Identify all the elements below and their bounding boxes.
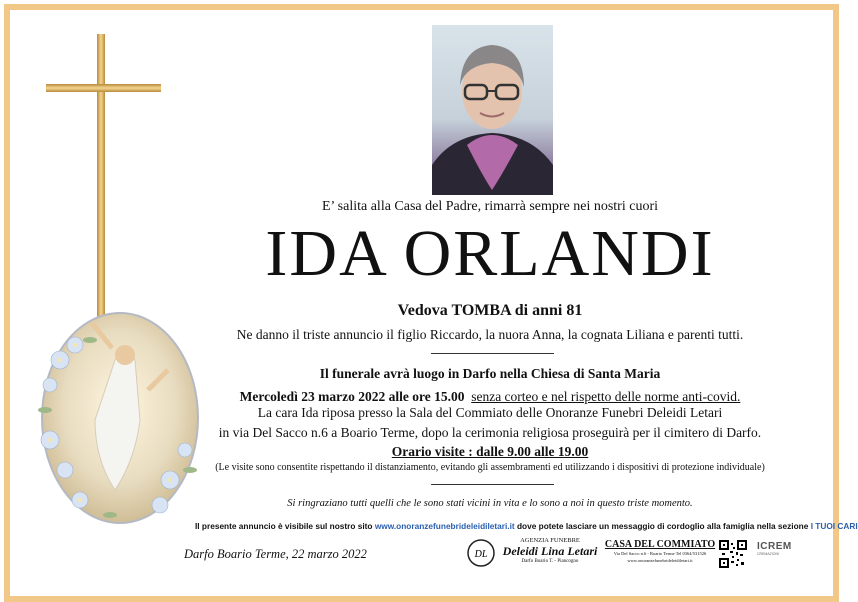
casa-title: CASA DEL COMMIATO xyxy=(604,539,716,550)
announcement-text: Ne danno il triste annuncio il figlio Riccardo, la nuora Anna, la cognata Liliana e parenti tutti. xyxy=(236,327,744,342)
funeral-date-bold: Mercoledì 23 marzo 2022 alle ore 15.00 xyxy=(239,389,465,404)
qr-code-icon[interactable] xyxy=(719,540,747,568)
website-notice-mid: dove potete lasciare un messaggio di cordoglio alla famiglia nella sezione xyxy=(516,521,809,531)
cross-icon xyxy=(97,34,105,334)
casa-address: Via Del Sacco n.6 - Boario Terme Tel 0364/531526 xyxy=(613,551,707,556)
address-text: in via Del Sacco n.6 a Boario Terme, dopo la cerimonia religiosa proseguirà per il cimitero di Darfo. xyxy=(218,425,762,440)
agency-logo xyxy=(498,537,602,564)
website-link[interactable]: www.onoranzefunebrideleidiletari.it xyxy=(374,521,515,531)
funeral-date-text xyxy=(170,389,810,405)
cross-icon-bar xyxy=(46,84,161,92)
agency-top: AGENZIA FUNEBRE xyxy=(520,537,580,544)
place-date: Darfo Boario Terme, 22 marzo 2022 xyxy=(184,547,367,561)
monogram-text: DL xyxy=(474,549,488,560)
intro-text: E’ salita alla Casa del Padre, rimarrà sempre nei nostri cuori xyxy=(322,199,658,214)
widow-age-text: Vedova TOMBA di anni 81 xyxy=(397,302,583,319)
divider xyxy=(431,484,554,485)
portrait-photo xyxy=(432,25,553,195)
visiting-hours: Orario visite : dalle 9.00 alle 19.00 xyxy=(391,444,589,459)
casa-commiato-logo xyxy=(604,539,716,564)
funeral-location-text: Il funerale avrà luogo in Darfo nella Chiesa di Santa Maria xyxy=(319,366,661,381)
deceased-name: IDA ORLANDI xyxy=(265,217,715,290)
funeral-note-underline: senza corteo e nel rispetto delle norme anti-covid. xyxy=(471,389,741,404)
website-notice xyxy=(195,521,858,531)
thanks-text: Si ringraziano tutti quelli che le sono stati vicini in vita e lo sono a noi in questo triste momento. xyxy=(287,498,693,509)
section-link[interactable]: I TUOI CARI xyxy=(810,521,858,531)
agency-place: Darfo Boario T. - Piancogno xyxy=(521,559,579,564)
casa-url: www.onoranzefunebrideleidiletari.it xyxy=(627,558,693,563)
rest-location-text: La cara Ida riposa presso la Sala del Commiato delle Onoranze Funebri Deleidi Letari xyxy=(257,405,723,420)
agency-name: Deleidi Lina Letari xyxy=(502,544,598,558)
agency-monogram-logo xyxy=(466,538,496,568)
visit-note: (Le visite sono consentite rispettando il distanziamento, evitando gli assembramenti ed utilizzando i dispositivi di protezione individuale) xyxy=(215,462,765,473)
website-notice-pre: Il presente annuncio è visibile sul nostro sito xyxy=(195,521,373,531)
divider xyxy=(431,353,554,354)
icrem-title: ICREM xyxy=(757,541,792,552)
icrem-subtitle: CREMAZIONI xyxy=(757,552,779,556)
icrem-logo xyxy=(757,541,801,565)
